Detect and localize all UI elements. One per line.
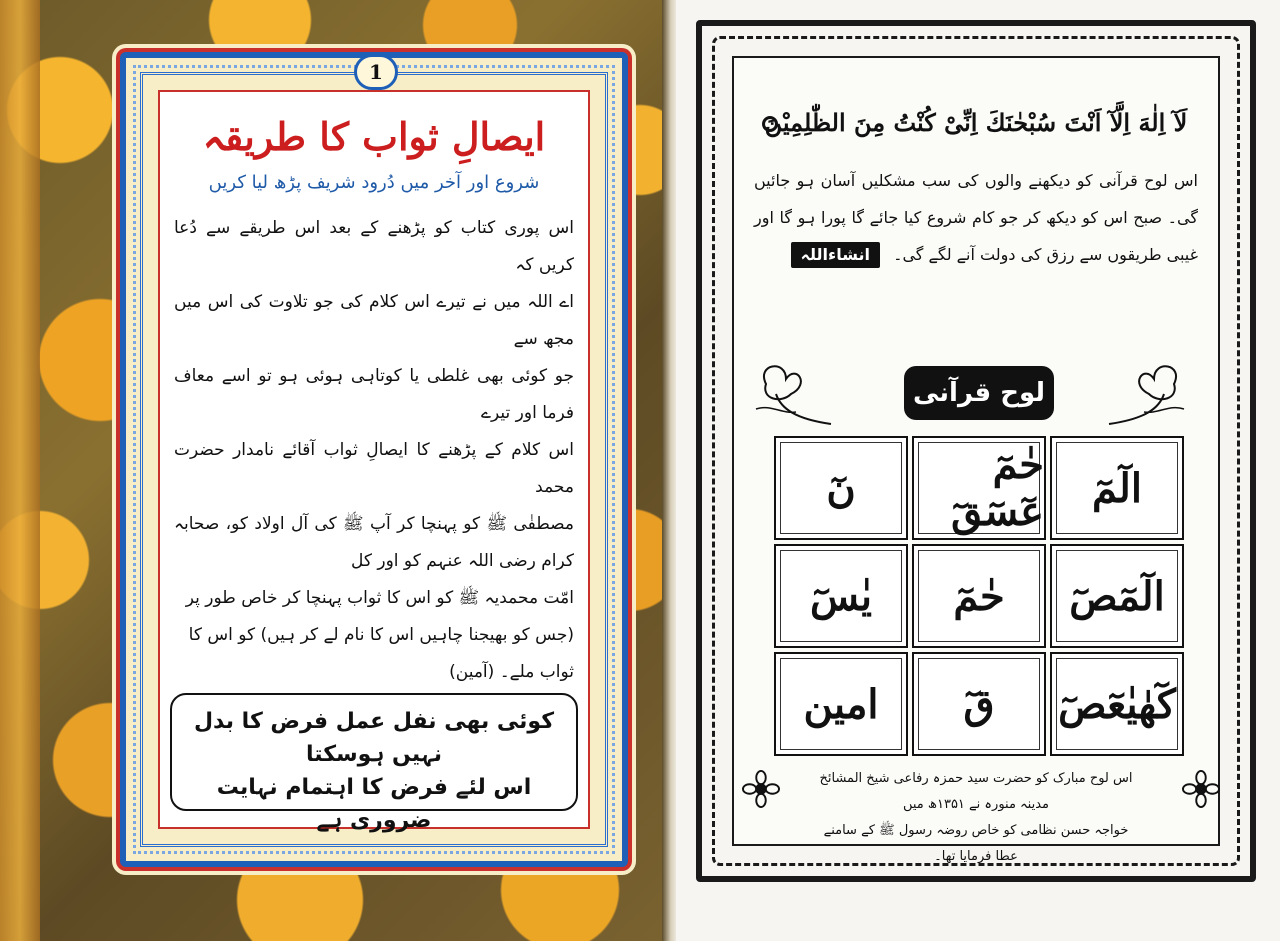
page-number-badge: 1 [354, 54, 398, 90]
quran-verse: لَآ اِلٰهَ اِلَّآ اَنْتَ سُبْحٰنَكَ اِنِّىْ كُنْتُ مِنَ الظّٰلِمِيْنَ [764, 108, 1188, 137]
verse-end-circle-icon [762, 116, 778, 132]
cell-text: نٓ [826, 464, 856, 512]
footer-note [774, 766, 1178, 864]
body-line: ثواب ملے۔ (آمین) [449, 662, 574, 682]
rose-left-icon [736, 354, 836, 434]
ornamental-border [120, 52, 628, 867]
body-line: اس پوری کتاب کو پڑھنے کے بعد اس طریقے سے دُعا کریں کہ [174, 218, 574, 275]
grid-cell [1050, 652, 1184, 756]
grid-cell [1050, 544, 1184, 648]
grid-cell [912, 436, 1046, 540]
body-line: اس کلام کے پڑھنے کا ایصالِ ثواب آقائے نامدار حضرت محمد [174, 440, 574, 497]
body-line: اے اللہ میں نے تیرے اس کلام کی جو تلاوت کی اس میں مجھ سے [174, 292, 574, 349]
page-title: ایصالِ ثواب کا طریقہ [202, 114, 546, 159]
cell-text: یٰسٓ [809, 572, 873, 620]
decorative-frame [696, 20, 1256, 882]
flower-right-icon [1182, 770, 1220, 808]
grid-cell [774, 652, 908, 756]
footer-line: خواجہ حسن نظامی کو خاص روضہ رسول ﷺ کے سامنے عطا فرمایا تھا۔ [823, 823, 1129, 864]
left-content-panel [158, 90, 590, 833]
body-line: (جس کو بھیجنا چاہیں اس کا نام لے کر ہیں) کو اس کا [188, 625, 574, 645]
cell-text: امین [803, 680, 879, 728]
footer-line: اس لوح مبارک کو حضرت سید حمزہ رفاعی شیخ المشائخ مدینہ منورہ نے ۱۳۵۱ھ میں [819, 771, 1133, 812]
right-page [676, 0, 1280, 941]
cell-text: حٰمٓ عٓسٓقٓ [951, 441, 1044, 535]
grid-cell [1050, 436, 1184, 540]
grid-cell [912, 544, 1046, 648]
notice-line: کوئی بھی نفل عمل فرض کا بدل نہیں ہوسکتا [193, 709, 555, 767]
notice-line: اس لئے فرض کا اہتمام نہایت ضروری ہے [216, 775, 532, 833]
insha-allah-badge: انشاءاللہ [791, 242, 880, 268]
grid-cell [912, 652, 1046, 756]
lauh-title-badge: لوح قرآنی [904, 366, 1054, 420]
cell-text: الٓمٓ [1092, 464, 1142, 512]
cell-text: قٓ [963, 680, 995, 728]
grid-cell [774, 436, 908, 540]
body-line: امّت محمدیہ ﷺ کو اس کا ثواب پہنچا کر خاص طور پر [185, 588, 574, 608]
rose-right-icon [1104, 354, 1204, 434]
body-line: مصطفٰی ﷺ کو پہنچا کر آپ ﷺ کی آل اولاد کو، صحابہ کرام رضی اللہ عنہم کو اور کل [174, 514, 574, 571]
huroof-grid [774, 436, 1184, 756]
page-edge [0, 0, 40, 941]
notice-box [170, 693, 578, 833]
lauh-description [754, 162, 1198, 273]
grid-cell [774, 544, 908, 648]
body-paragraph [174, 210, 574, 691]
right-content-panel [732, 56, 1220, 864]
cell-text: كٓهٰيٰعٓصٓ [1058, 680, 1176, 728]
page-subtitle: شروع اور آخر میں دُرود شریف پڑھ لیا کریں [208, 172, 540, 193]
cell-text: الٓمٓصٓ [1069, 572, 1165, 620]
description-text: اس لوح قرآنی کو دیکھنے والوں کی سب مشکلیں آسان ہو جائیں گی۔ صبح اس کو دیکھ کر جو کام شروع کیا جائے گا پورا ہو گا اور غیبی طریقوں سے رزق کی دولت آنے لگے گی۔ [754, 171, 1198, 264]
body-line: جو کوئی بھی غلطی یا کوتاہی ہوئی ہو تو اسے معاف فرما اور تیرے [174, 366, 574, 423]
cell-text: حٰمٓ [953, 572, 1005, 620]
